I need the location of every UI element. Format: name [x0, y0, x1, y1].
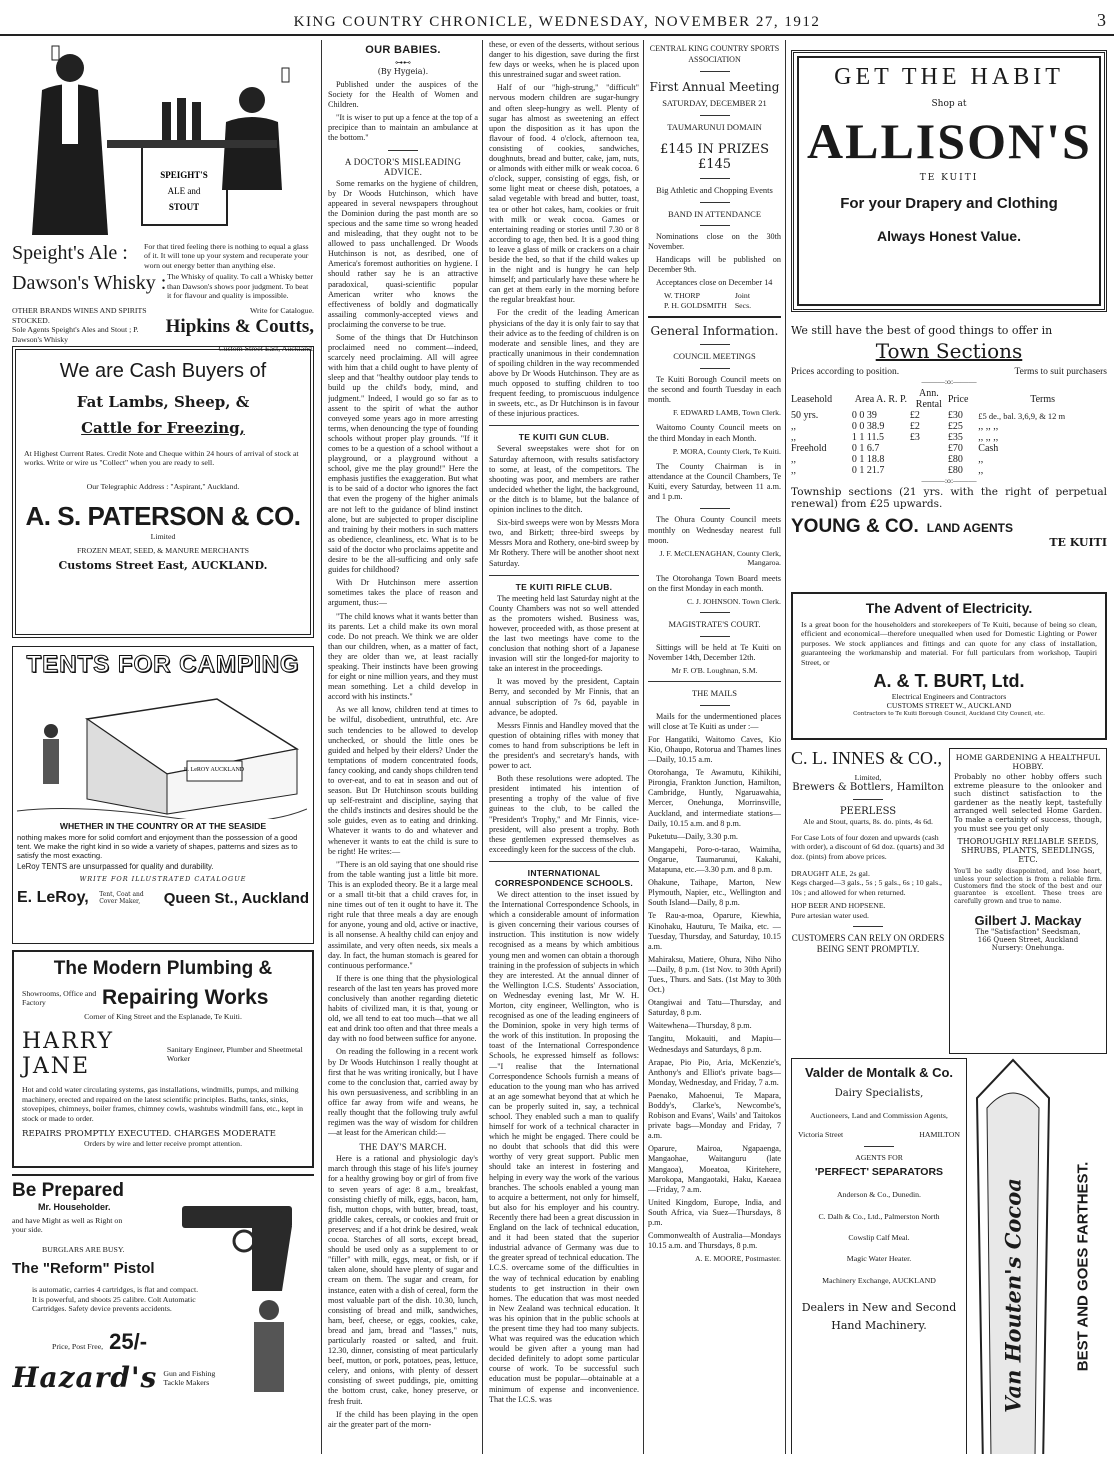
- table-header: Price: [947, 393, 969, 405]
- allisons-town: TE KUITI: [919, 173, 979, 183]
- newspaper-title: KING COUNTRY CHRONICLE, WEDNESDAY, NOVEMBER 27, 1912: [293, 14, 821, 30]
- cocoa-advert: [973, 1058, 1107, 1454]
- rifle-club-paragraph: Messrs Finnis and Handley moved that the question of obtaining rifles with money that comes to hand from subscriptions be left in the president's and secretary's hands, with power to act.: [489, 720, 639, 771]
- divider: [700, 368, 730, 369]
- be-prepared: Be Prepared: [12, 1180, 124, 1201]
- magistrate-signature: Mr F. O'B. Loughnan, S.M.: [671, 665, 758, 675]
- speights-advert: [12, 40, 314, 354]
- tents-advert: [12, 646, 314, 944]
- terms-suit: Terms to suit purchasers: [1014, 367, 1107, 377]
- paterson-address: Customs Street East, AUCKLAND.: [58, 559, 268, 573]
- council-meetings: COUNCIL MEETINGS: [673, 351, 756, 362]
- divider: [700, 344, 730, 345]
- table-cell: £3: [909, 432, 920, 444]
- babies-paragraph: If the child has been playing in the open air the greater part of the morn-: [328, 1409, 478, 1429]
- fat-lambs: Fat Lambs, Sheep, &: [76, 393, 250, 411]
- plumbing-corner: Corner of King Street and the Esplanade, Te Kuiti.: [84, 1012, 242, 1021]
- table-header: Terms: [1030, 393, 1056, 405]
- mail-item: Puketutu—Daily, 3.30 p.m.: [648, 831, 738, 841]
- pistol-advert: [12, 1174, 314, 1454]
- garden-advert: [949, 748, 1107, 1054]
- rifle-club-paragraph: It was moved by the president, Captain Berry, and seconded by Mr Finnis, that an annual subscription of 7s 6d, payable in advance, be adopted.: [489, 677, 639, 717]
- table-cell: [910, 465, 948, 476]
- ohura-council: The Ohura County Council meets monthly on Wednesday nearest full moon.: [648, 515, 781, 545]
- tents-catalogue: WRITE FOR ILLUSTRATED CATALOGUE: [79, 875, 247, 883]
- babies-paragraph: Some of the things that Dr Hutchinson proclaimed need no comment—indeed, scarcely need proclaiming. All will agree with him that a child ought to have plenty of sleep and that "healthy outdoor play tends to build up the child's body, mind, and judgment." Indeed, I would go so far as to assent to the spirit of what the author conveyed some years ago in more arresting terms, when denouncing the type of founding schools without proper play grounds. "If it comes to be a question of a school without a playground, or a playground without a school, give me the play ground!" Here the emphasis justifies the exaggeration. But what is to be said of a doctor who ignores the fact that even the progeny of the higher animals are not left to the guidance of blind instinct alone, but are subjected to proper discipline and training by their mothers in such matters as obedience, cleanliness, etc. What is to be said of the doctor who proclaims appetite and desire to be the all-sufficing and only safe guides for childhood?: [328, 332, 478, 575]
- garden-nursery: Nursery: Onehunga.: [991, 944, 1065, 953]
- young-town: TE KUITI: [1049, 535, 1107, 549]
- rifle-club-paragraph: The meeting held last Saturday night at the County Chambers was not so well attended as the promoters wished. Business was, however, proceeded with, as those present at the last two meetings have come to the conclusion that nothing short of a Japanese invasion will stir the longed-for majority to take an interest in the proceedings.: [489, 593, 639, 674]
- plumbing-headline-1: The Modern Plumbing &: [53, 958, 273, 979]
- divider: [648, 316, 781, 318]
- the-mails: THE MAILS: [691, 688, 738, 699]
- young-intro: We still have the best of good things to offer in: [791, 324, 1053, 337]
- mail-item: Paenako, Mahoenui, Te Mapara, Boddy's, Clarke's, Newcombe's, Robison and Evans', Wails' and Taitokos private bags—Monday and Friday, 7 a.m.: [648, 1090, 781, 1141]
- divider: [853, 799, 883, 800]
- meeting-date: SATURDAY, DECEMBER 21: [662, 98, 767, 108]
- burt-firm: A. & T. BURT, Ltd.: [873, 671, 1025, 692]
- get-the-habit: GET THE HABIT: [834, 64, 1064, 90]
- harry-jane: HARRY JANE: [22, 1029, 115, 1080]
- table-cell: 0 0 39: [851, 410, 877, 422]
- babies-paragraph: On reading the following in a recent work by Dr Woods Hutchinson I really thought at first that he was writing ironically, but I have come to the conclusion that, carried away by his own persuasiveness, and scribbling in an office far away from wife and weans, he really thought that the following truly awful regimen was the way of wisdom for children—at least for the American child:—: [328, 1047, 478, 1138]
- sole-agents: Sole Agents Speight's Ales and Stout ; P. Dawson's Whisky: [12, 325, 139, 344]
- diet-paragraph: Half of our "high-strung," "difficult" nervous modern children are sugar-hungry and often sleep-hungry as well. Plenty of sugar has almost as sweetening an effect upon the disposition as it has upon the flavour of food. 4 o'clock, afternoon tea, consisting of cookies, sandwiches, doughnuts, bread and butter, cake, jam, nuts, or almonds with either milk or weak cocoa. 6 o'clock, supper, consisting of eggs, fish, or some light meat or cheese dish, potatoes, a salad vegetable with bread and butter, toast, tea or other hot cakes, ham, cookies or fruit with milk or weak cocoa. Games or entertaining reading or stories until 7.30 or 8 according to age, then bed. It is a good thing to leave a glass of milk or crackers on a chair beside the bed, so that if the child wakes up in the night and is hungry he can help himself; and particularly have these where he can get at them early in the morning before the regular breakfast hour.: [489, 83, 639, 305]
- burt-trade: Electrical Engineers and Contractors: [891, 692, 1007, 702]
- diet-paragraph: these, or even of the desserts, without serious danger to his digestion, save during the first few days or weeks, when he is placed upon this unrestrained sugar and sweet ration.: [489, 40, 639, 80]
- secretary-goldsmith: P. H. GOLDSMITH: [664, 300, 727, 310]
- babies-paragraph: With Dr Hutchinson mere assertion sometimes takes the place of reason and argument, thus:—: [328, 578, 478, 608]
- hipkins-coutts: Hipkins & Coutts,: [165, 315, 314, 337]
- trigger-guard: [234, 1231, 254, 1251]
- table-cell: ,,: [978, 454, 984, 466]
- gilbert-mackay: Gilbert J. Mackay: [974, 913, 1082, 929]
- valder-auctioneers: Auctioneers, Land and Commission Agents,: [810, 1111, 948, 1120]
- babies-intro: Published under the auspices of the Society for the Health of Women and Children.: [328, 80, 478, 110]
- garden-seeds: THOROUGHLY RELIABLE SEEDS, SHRUBS, PLANTS, SEEDLINGS, ETC.: [957, 837, 1099, 865]
- divider: [648, 681, 781, 682]
- camper-body: [43, 739, 59, 784]
- valder-agency: Cowslip Calf Meal.: [848, 1233, 910, 1243]
- speights-address: Custom Street East, Auckland.: [218, 344, 314, 354]
- bottle: [177, 98, 186, 140]
- innes-garden-row: [791, 748, 1107, 1054]
- peerless: PEERLESS: [839, 806, 897, 818]
- separator-glyph: ———:o:———: [921, 476, 977, 486]
- telegraphic-address: Our Telegraphic Address : "Aspirant," Auckland.: [86, 481, 240, 491]
- divider: [700, 636, 730, 637]
- table-cell: 50 yrs.: [791, 410, 819, 422]
- otorohanga-board: The Otorohanga Town Board meets on the first Monday in each month.: [648, 573, 781, 593]
- table-header: Leasehold: [791, 393, 833, 405]
- plumbing-body: Hot and cold water circulating systems, gas installations, windmills, pumps, and milking machinery, erected and repaired on the latest scientific principles. Baths, tanks, sinks, stovepipes, chimneys, boiler frames, chimney cowls, washtubs windmill fans, etc., kept in stock or made to order.: [22, 1085, 304, 1123]
- man-left-shirt: [62, 84, 78, 144]
- ale-name: Speight's Ale :: [12, 242, 128, 264]
- column-rule: [643, 40, 644, 1454]
- divider: [864, 1146, 894, 1147]
- burt-address: CUSTOMS STREET W., AUCKLAND: [886, 701, 1012, 711]
- babies-paragraph: Here is a rational and physiologic day's march through this stage of his life's journey for a healthy growing boy or girl of from five to seven years of age: 8 a.m., breakfast, consisting chiefly of milk, eggs, bacon, ham, fish, mutton chops, with butter, bread, toast, griddle cakes, cereals, or cookies and fruit or preserves; and if a hot drink be desired, weak cocoa. Starches of all sorts, except bread, should be used only as a supplement to or "filler" with milk, eggs, meat, or fish, or if taken alone, should have plenty of sugar and cream on them. The sugar and cream, for instance, eaten with a dish of cereal, form the most valuable part of the dish. 10.30, lunch, consisting of bread and milk, sandwiches, ham, beef, cheese, or eggs, cookies, cake, bread and jam, bread and "lasses," nuts, particularly roasted or salted, and fruit. 12.30, dinner, consisting of meat particularly beef, mutton, or pork, potatoes, peas, lettuce, celery, and onions, with plenty of dessert consisting of sweet puddings, pie, omitting the bottom crust, cake, honey preserve, or fresh fruit.: [328, 1154, 478, 1406]
- prizes: £145 IN PRIZES £145: [660, 142, 769, 172]
- table-row: [791, 443, 1107, 454]
- agents-for: AGENTS FOR: [855, 1152, 903, 1162]
- masthead: [0, 0, 1114, 36]
- speights-illustration: [12, 40, 312, 240]
- general-information: General Information.: [650, 324, 779, 339]
- table-cell: Freehold: [791, 443, 827, 455]
- customers-rely: CUSTOMERS CAN RELY ON ORDERS BEING SENT PROMPTLY.: [791, 933, 945, 955]
- valder-cocoa-row: [791, 1058, 1107, 1454]
- plumbing-trade: Sanitary Engineer, Plumber and Sheetmetal Worker: [166, 1045, 303, 1064]
- first-annual-meeting: First Annual Meeting: [649, 80, 780, 94]
- secretary-thorp: W. THORP: [664, 291, 700, 301]
- victoria-street: Victoria Street: [798, 1130, 844, 1140]
- otorohanga-signature: C. J. JOHNSON. Town Clerk.: [686, 596, 781, 606]
- babies-paragraph: "There is an old saying that one should rise from the table wanting just a little bit more. This is an exploded theory. Be it a large meal or a small tit-bit that a child craves for, in nine times out of ten it ought to have it. The right rule that three meals a day are enough for anyone, young and old, active or inactive, is all nonsense. A healthy child can enjoy and assimilate, and very often needs, six meals a day. In fact, the human stomach is geared for continuous performance.": [328, 859, 478, 970]
- paterson-firm: A. S. PATERSON & CO.: [25, 501, 301, 532]
- garden-body2: You'll be sadly disappointed, and lose heart, unless your selection is from a reliable firm. Customers find the stock of the best and our guarantee is excellent. These trees are carefully grown and true to name.: [954, 868, 1102, 905]
- table-cell: £70: [947, 443, 963, 455]
- shop-at: Shop at: [931, 99, 967, 109]
- town-sections: Town Sections: [875, 339, 1023, 363]
- write-catalogue: Write for Catalogue.: [250, 306, 314, 316]
- table-cell: £5 de., bal. 3,6,9, & 12 m: [978, 410, 1066, 421]
- whisky-name: Dawson's Whisky :: [12, 272, 167, 295]
- babies-paragraph: As we all know, children tend at times to be wilful, disobedient, untruthful, etc. Are such tendencies to be allowed to develop unchecked, or should the little ones be guided and helped by their elders? Under the temptations of modern concentrated foods, fancy cooking, and candy shops children tend to over-eat, and to eat in season and out of season. But Dr Hutchinson scouts building up self-restraint and discipline, saying that the child's instincts and desires should be the sole guides, even as to eating and drinking. Whatever it wants to do and whatever and whenever it wants to eat the child is sure to be right! He writes:—: [328, 705, 478, 856]
- county-chairman: The County Chairman is in attendance at the Council Chambers, Te Kuiti, every Saturday, between 11 a.m. and 1 p.m.: [648, 462, 781, 502]
- householder: Mr. Householder.: [38, 1202, 111, 1212]
- valder-agency: Machinery Exchange, AUCKLAND: [822, 1275, 936, 1285]
- leroy-trade: Tent, Coat and Cover Maker,: [99, 891, 144, 905]
- sign-text: ALE and: [167, 186, 201, 196]
- young-firm: YOUNG & CO.: [791, 515, 919, 537]
- mail-item: Otangiwai and Tatu—Thursday, and Saturday, 8 p.m.: [648, 998, 781, 1018]
- column-rule: [785, 40, 786, 1454]
- ics-heading: INTERNATIONAL CORRESPONDENCE SCHOOLS.: [494, 867, 634, 888]
- postmaster-signature: A. E. MOORE, Postmaster.: [695, 1254, 781, 1264]
- sections-table: [791, 388, 1107, 476]
- ics-paragraph: We direct attention to the inset issued by the International Correspondence Schools, in which a considerable amount of information is given concerning their various courses of instruction. This institution is now widely recognised as a means by which ambitious young men and women can obtain a thorough training in the profession of subjects in which they are interested. At the annual dinner of the Wellington I.C.S. Students' Association, on Wednesday evening last, Mr W. H. Morton, city engineer, Wellington, who is recognised as one of the leading engineers of the Dominion, spoke in very high terms of the work of this institution. In proposing the toast of the International Correspondence Schools, he expressed himself as follows:—"I realise that the International Correspondence Schools furnish a means of education to the young man who has arrived at an age somewhat beyond that at which he can be properly suited in, say, a technical school. They enabled such a man to qualify himself for work of a technical character in which he might be engaged. There could be no doubt that schools that did this were worthy of very great support. Public men should take an interest in fostering and helping in every way the work of the various branches. The schools enabled a young man to acquire a betterment, not only for himself, but also for his employer and his country. Recently there had been a great discussion in England on the lack of technical education, and it had been stated that the superior industrial advance of Germany was due to the greater spread of technical education. The I.C.S. overcame some of the difficulties in the way of technical education by enabling students to get instruction in their own homes. The education that was most needed in New Zealand was technical education. It was his opinion that in the public schools at the present time they had too many subjects. What was required was the education which would be given after a young man had decided definitely to adopt some particular course of work. To be successful such education must be popular—obtainable at a minimum of expense and inconvenience. That the I.C.S. was: [489, 889, 639, 1404]
- misleading-advice-heading: A DOCTOR'S MISLEADING ADVICE.: [344, 156, 462, 177]
- table-cell: ,,: [791, 454, 796, 466]
- paterson-body: At Highest Current Rates. Credit Note and Cheque within 24 hours of arrival of stock at works. Write or wire us "Collect" when you are ready to sell.: [24, 449, 299, 468]
- innes-trade: Brewers & Bottlers, Hamilton: [792, 782, 944, 794]
- leroy-firm: E. LeRoy,: [17, 889, 89, 906]
- policeman-body: [254, 1322, 284, 1392]
- table-cell: £35: [947, 432, 963, 444]
- nominations: Nominations close on the 30th November.: [648, 232, 781, 252]
- pistol-illustration: [172, 1186, 312, 1296]
- sign-text: SPEIGHT'S: [160, 170, 208, 180]
- table-cell: ,, ,, ,,: [978, 421, 999, 433]
- column-rule: [321, 40, 322, 1454]
- glass: [52, 46, 59, 60]
- showrooms: Showrooms, Office and Factory: [22, 988, 97, 1007]
- young-advert: [791, 324, 1107, 584]
- innes-limited: Limited,: [854, 773, 882, 782]
- babies-title: OUR BABIES.: [365, 44, 441, 56]
- honest-value: Always Honest Value.: [877, 228, 1021, 244]
- valder-title: Valder de Montalk & Co.: [804, 1065, 954, 1080]
- case-lots: For Case Lots of four dozen and upwards (cash with order), a discount of 6d doz. (quarts) and 3d doz. (pints) from above prices.: [791, 832, 945, 861]
- page-number: 3: [1097, 10, 1106, 30]
- camper-head: [44, 724, 58, 738]
- tent-illustration: [17, 679, 307, 819]
- mail-item: Arapae, Pio Pio, Aria, McKenzie's, Anthony's and Elliot's private bags—Monday, Wednesday, and Friday, 7 a.m.: [648, 1057, 781, 1087]
- table-row: [791, 432, 1107, 443]
- table-cell: 1 1 11.5: [851, 432, 884, 444]
- mail-item: United Kingdom, Europe, India, and South Africa, via Suez—Thursdays, 8 p.m.: [648, 1197, 781, 1228]
- table-cell: £30: [947, 410, 963, 422]
- table-header-row: [791, 388, 1107, 410]
- divider: [700, 178, 730, 179]
- hop-beer: HOP BEER AND HOPSENE.: [791, 901, 886, 911]
- babies-paragraph: Some remarks on the hygiene of children, by Dr Woods Hutchinson, which have appeared in several newspapers throughout the Dominion during the past month are so specious and the same time so wrong headed and misleading, that they ought not to be allowed to pass unchallenged. Dr Woods Hutchinson is not, as desribed, one of America's foremost authorities on hygiene. I should rather say he is an attractive paradoxical, quasi-scientific popular American writer who knows the effectiveness of boldly and dogmatically assailing commonly-accepted views and proclaiming the converse to be true.: [328, 178, 478, 329]
- satisfaction-seedsman: The "Satisfaction" Seedsman,: [975, 928, 1081, 937]
- mail-item: Ohakune, Taihape, Marton, New Plymouth, Napier, etc., Wellington and South Island—Daily, 8 p.m.: [648, 878, 781, 908]
- table-cell: 0 1 21.7: [851, 465, 885, 477]
- rifle-club-heading: TE KUITI RIFLE CLUB.: [515, 581, 613, 592]
- electricity-advert: [791, 592, 1107, 740]
- column-3-articles: [489, 40, 639, 1454]
- ornament: ⊶⊷: [395, 58, 411, 67]
- borough-council: Te Kuiti Borough Council meets on the second and fourth Tuesday in each month.: [648, 374, 781, 404]
- column-2-our-babies: [328, 40, 478, 1454]
- column-5-adverts: [791, 40, 1107, 1454]
- garden-body: Probably no other hobby offers such extreme pleasure to the onlooker and such distinct satisfaction to the gardener as the neatly kept, tastefully arranged well selected Home Garden. To make a certainty of success, though, you must see you get only: [954, 772, 1102, 833]
- table: [107, 140, 277, 148]
- divider: [700, 508, 730, 509]
- separator-glyph: ———:o:———: [921, 377, 977, 386]
- valder-agency: Magic Water Heater.: [846, 1254, 912, 1264]
- acceptances: Acceptances close on December 14: [656, 278, 773, 288]
- table-cell: 0 0 38.9: [851, 421, 885, 433]
- prices-position: Prices according to position.: [791, 367, 900, 377]
- babies-byline: (By Hygeia).: [377, 67, 429, 76]
- valder-dealers: Dealers in New and Second Hand Machinery.: [801, 1301, 957, 1333]
- magistrate-sittings: Sittings will be held at Te Kuiti on November 14th, December 12th.: [648, 642, 781, 662]
- days-march-heading: THE DAY'S MARCH.: [359, 1142, 447, 1153]
- bottle: [162, 102, 171, 140]
- man-right-body: [222, 117, 282, 190]
- pistol-grip: [252, 1226, 292, 1291]
- electricity-body: Is a great boon for the householders and storekeepers of Te Kuiti, because of being so clean, efficient and economical—therefore unequalled when used for Domestic Lighting or Power purposes. We stock appliances and fittings and can quote for any class of installation, guaranteeing the workmanship and material. For full particulars from workshop, Taupiri Street, or: [801, 620, 1097, 667]
- dairy-specialists: Dairy Specialists,: [834, 1088, 924, 1099]
- table-cell: £80: [947, 465, 963, 477]
- diet-paragraph: For the credit of the leading American physicians of the day it is only fair to say that their advice as to the feeding of children is on moderate and sensible lines, and they are practically unanimous in their condemnation of spoiling children in the way recommended above by Dr Woods Hutchinson. They are as much opposed to stuffing children to too frequent feeding, to promiscuous indulgence in sweets, etc., as Dr Hutchinson is in favour of these injurious practices.: [489, 308, 639, 419]
- tents-headline: TENTS FOR CAMPING: [26, 651, 300, 678]
- policeman-illustration: [234, 1296, 304, 1406]
- valder-town: HAMILTON: [919, 1130, 960, 1140]
- athletic-events: Big Athletic and Chopping Events: [656, 185, 773, 195]
- table-cell: £80: [947, 454, 963, 466]
- valder-advert: [791, 1058, 967, 1454]
- sign-text: STOUT: [168, 202, 200, 212]
- cattle-freezing: Cattle for Freezing,: [81, 419, 245, 437]
- mail-item: Mails for the undermentioned places will close at Te Kuiti as under :—: [648, 711, 781, 731]
- table-cell: £2: [909, 410, 920, 422]
- babies-quote: "It is wiser to put up a fence at the top of a precipice than to maintain an ambulance at the bottom.": [328, 113, 478, 143]
- innes-firm: C. L. INNES & CO.,: [791, 748, 943, 768]
- paterson-advert: [12, 346, 314, 638]
- burt-note: Contractors to Te Kuiti Borough Council, Auckland City Council, etc.: [853, 710, 1045, 717]
- cocoa-slogan: BEST AND GOES FARTHEST.: [1074, 1161, 1092, 1372]
- gun-club-heading: TE KUITI GUN CLUB.: [518, 432, 610, 443]
- paterson-trade: FROZEN MEAT, SEED, & MANURE MERCHANTS: [76, 545, 250, 555]
- mail-item: Oparure, Mairoa, Ngapaenga, Mangaohae, Waitanguru (late Mangaoa), Moeatoa, Kiritehere, Marokopa, Mangaotaki, Haku, Kaeaea—Friday, 7 a.m.: [648, 1144, 781, 1194]
- kegs: Kegs charged—3 gals., 5s ; 5 gals., 6s ; 10 gals., 10s ; and allowed for when returned.: [791, 878, 943, 897]
- rifle-club-paragraph: Both these resolutions were adopted. The president intimated his intention of presenting a trophy of the value of five guineas to the club, to be called the "President's Trophy," and Mr Finnis, vice-president, will also present a trophy. Both these gentlemen expressed themselves as exceedingly keen for the success of the club.: [489, 774, 639, 854]
- gun-club-paragraph: Six-bird sweeps were won by Messrs Mora two, and Birkett; three-bird sweeps by Messrs Mora and Rothery, one-bird sweep by Mr Rothery. There will be another shoot next Saturday.: [489, 518, 639, 568]
- handicaps: Handicaps will be published on December 9th.: [648, 255, 781, 275]
- table-header: Area A. R. P.: [854, 393, 907, 405]
- innes-advert: [791, 748, 949, 1054]
- bottle: [192, 102, 201, 140]
- policeman-head: [259, 1300, 279, 1320]
- table-cell: Cash: [978, 443, 999, 455]
- divider: [853, 926, 883, 927]
- waitomo-signature: P. MORA, County Clerk, Te Kuiti.: [672, 446, 781, 456]
- table-cell: 0 1 18.8: [851, 454, 885, 466]
- other-brands: OTHER BRANDS WINES AND SPIRITS STOCKED.: [12, 306, 147, 325]
- pistol-barrel: [182, 1206, 292, 1228]
- joint-secs: Joint Secs.: [734, 291, 752, 310]
- divider: [700, 705, 730, 706]
- gun-club-paragraph: Several sweepstakes were shot for on Saturday afternoon, with results satisfactory to some, at least, of the competitors. The shooting was poor, and members are rather undecided whether the light, the background, or the ditch is to blame, but the balance of opinion inclines to the ditch.: [489, 444, 639, 515]
- magistrates-court: MAGISTRATE'S COURT.: [668, 619, 761, 630]
- cash-buyers: We are Cash Buyers of: [59, 360, 267, 382]
- table-header: Ann. Rental: [915, 388, 942, 411]
- taumarunui-domain: TAUMARUNUI DOMAIN: [667, 121, 762, 132]
- sign-board: [142, 145, 227, 225]
- paterson-limited: Limited: [150, 532, 176, 542]
- mail-item: Mangapehi, Poro-o-tarao, Waimiha, Ongarue, Taumarunui, Kakahi, Matapuna, etc.—3.30 p.m. and 8 p.m.: [648, 844, 781, 875]
- valder-agency: C. Dalh & Co., Ltd., Palmerston North: [818, 1211, 940, 1221]
- table-cell: ,, ,, ,,: [978, 432, 999, 444]
- hazards-firm: Hazard's: [12, 1361, 158, 1395]
- mail-item: Waitewhena—Thursday, 8 p.m.: [648, 1021, 752, 1031]
- ohura-signature: J. F. McCLENAGHAN, County Clerk, Mangaroa.: [659, 548, 781, 568]
- pistol-price: 25/-: [109, 1329, 148, 1355]
- hazards-trade: Gun and Fishing Tackle Makers: [163, 1368, 216, 1387]
- divider: [388, 150, 418, 151]
- perfect-separators: 'PERFECT' SEPARATORS: [814, 1166, 944, 1179]
- divider: [700, 225, 730, 226]
- allisons-name: ALLISON'S: [807, 113, 1092, 169]
- borough-signature: F. EDWARD LAMB, Town Clerk.: [672, 408, 781, 418]
- column-1-adverts: [12, 40, 314, 1454]
- table-cell: 0 1 6.7: [851, 443, 880, 455]
- divider: [700, 612, 730, 613]
- plumbing-headline-2: Repairing Works: [102, 986, 269, 1009]
- drapery-clothing: For your Drapery and Clothing: [840, 195, 1058, 212]
- burglars: BURGLARS ARE BUSY.: [42, 1244, 125, 1254]
- table-cell: [910, 443, 948, 454]
- table-cell: ,,: [791, 465, 796, 477]
- table-cell: ,,: [791, 421, 796, 433]
- glass: [282, 68, 289, 82]
- table-cell: [910, 454, 948, 465]
- tent-label: E. LeROY AUCKLAND: [183, 767, 245, 773]
- mail-item: Tangitu, Mokauiti, and Mapiu—Wednesdays and Saturdays, 8 p.m.: [648, 1034, 781, 1054]
- plumbing-advert: [12, 950, 314, 1168]
- mail-item: Te Rau-a-moa, Oparure, Kiewhia, Kinohaku, Hauturu, Te Maika, etc. —Tuesday, Thursday, and Saturday, 10.15 a.m.: [648, 911, 781, 951]
- advent-electricity: The Advent of Electricity.: [865, 600, 1033, 616]
- valder-agency: Anderson & Co., Dunedin.: [836, 1190, 922, 1200]
- table-cell: £2: [909, 421, 920, 433]
- man-right-head: [239, 87, 265, 113]
- plumbing-repairs: REPAIRS PROMPTLY EXECUTED. CHARGES MODERATE: [22, 1129, 276, 1140]
- price-label: Price, Post Free,: [52, 1342, 104, 1352]
- divider: [700, 115, 730, 116]
- divider: [489, 861, 639, 862]
- babies-paragraph: If there is one thing that the physiological research of the last ten years has proved more conclusively than another regarding dietetic habits of civilized man, it is that, young or old, we all tend to eat too much—that we all eat and drink too often and that three meals a day with no food between suffice for anyone.: [328, 973, 478, 1044]
- sports-association: CENTRAL KING COUNTRY SPORTS ASSOCIATION: [649, 44, 780, 64]
- artesian-water: Pure artesian water used.: [791, 910, 869, 920]
- ale-text: For that tired feeling there is nothing to equal a glass of it. It will tone up your system and recuperate your worn out energy better than anything else.: [144, 242, 309, 270]
- table-cell: ,,: [791, 432, 796, 444]
- land-agents: LAND AGENTS: [926, 520, 1013, 535]
- tents-quality: LeRoy TENTS are unsurpassed for quality and durability.: [17, 862, 214, 871]
- tents-tagline: WHETHER IN THE COUNTRY OR AT THE SEASIDE: [59, 821, 267, 831]
- reform-pistol: The "Reform" Pistol: [12, 1260, 155, 1278]
- cocoa-brand: Van Houten's Cocoa: [1000, 1178, 1026, 1413]
- peerless-prices: Ale and Stout, quarts, 8s. do. pints, 4s 6d.: [803, 817, 933, 827]
- garden-title: HOME GARDENING A HEALTHFUL HOBBY.: [955, 753, 1101, 771]
- table-cell: ,,: [978, 465, 984, 477]
- divider: [700, 71, 730, 72]
- mail-item: Commonwealth of Australia—Mondays 10.15 a.m. and Thursdays, 8 p.m.: [648, 1231, 781, 1251]
- table-row: [791, 465, 1107, 476]
- mail-item: Mahiraksu, Matiere, Ohura, Niho Niho—Daily, 8 p.m. (1st Nov. to 30th April) Tues., Thurs. and Sats. (1st May to 30th Oct.): [648, 954, 781, 995]
- mail-item: For Hangatiki, Waitomo Caves, Kio Kio, Ohaupo, Rotorua and Thames lines—Daily, 10.15 a.m.: [648, 734, 781, 765]
- table-row: [791, 410, 1107, 421]
- table-row: [791, 421, 1107, 432]
- babies-paragraph: "The child knows what it wants better than its parents. Let a child make its own moral code. Do not preach. We think we are older than our children, when, as a matter of fact, they are older than we, at least racially speaking. Their instincts have been growing for eight or nine million years, and they must mean something. Let a child develop in accord with his instincts.": [328, 611, 478, 702]
- township-sections: Township sections (21 yrs. with the right of perpetual renewal) from £25 upwards.: [791, 485, 1107, 510]
- whisky-text: The Whisky of quality. To call a Whisky better than Dawson's shows poor judgment. To beat it for flavour and quality is impossible.: [167, 272, 313, 301]
- band-attendance: BAND IN ATTENDANCE: [667, 208, 762, 219]
- table-row: [791, 454, 1107, 465]
- leroy-address: Queen St., Auckland: [163, 889, 309, 907]
- man-left-head: [56, 54, 84, 82]
- column-rule: [482, 40, 483, 1454]
- divider: [489, 575, 639, 576]
- waitomo-council: Waitomo County Council meets on the third Monday in each Month.: [648, 423, 781, 443]
- mail-item: Otorohanga, Te Awamutu, Kihikihi, Pirongia, Frankton Junction, Hamilton, Cambridge, Huntly, Ngaruawahia, Mercer, Onehunga, Morrinsville, Auckland, and intermediate stations—Daily, 10.15 a.m. and 8 p.m.: [648, 768, 781, 828]
- divider: [489, 425, 639, 426]
- draught-ale: DRAUGHT ALE, 2s gal.: [791, 869, 870, 879]
- allisons-advert: [791, 50, 1107, 312]
- table-cell: £25: [947, 421, 963, 433]
- plumbing-orders: Orders by wire and letter receive prompt attention.: [83, 1139, 243, 1149]
- column-4-notices: [648, 40, 781, 1454]
- tents-body: nothing makes more for solid comfort and enjoyment than the possession of a good tent. We make the right kind in so wide a variety of shapes, patterns and sizes as to satisfy the most exacting.: [17, 833, 298, 860]
- divider: [700, 202, 730, 203]
- might-right: and have Might as well as Right on your side.: [12, 1216, 123, 1235]
- pistol-body: is automatic, carries 4 cartridges, is flat and compact. It is powerful, and shoots 25 calibre. Colt Automatic Cartridges. Safety device prevents accidents.: [32, 1285, 199, 1314]
- garden-address: 166 Queen Street, Auckland: [977, 936, 1079, 945]
